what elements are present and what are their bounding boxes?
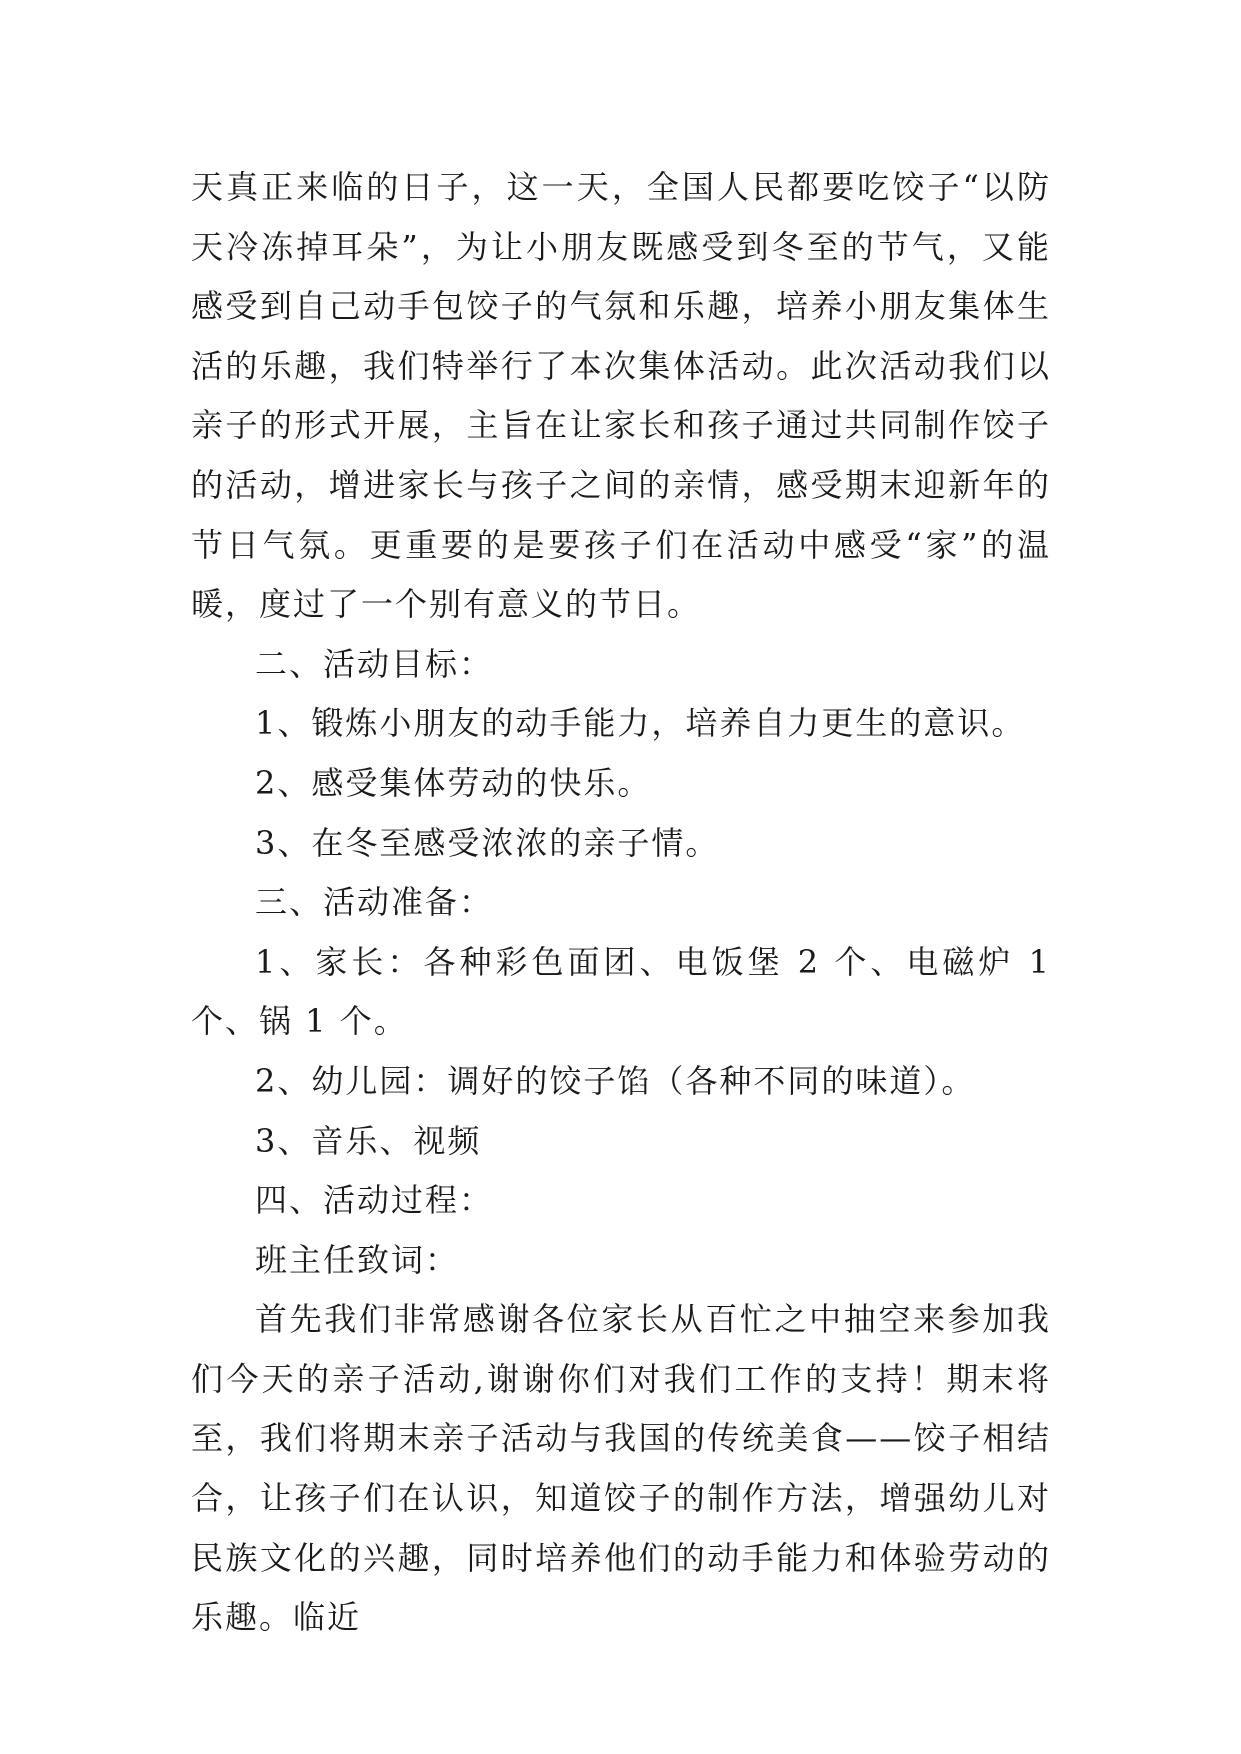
list-item: 2、幼儿园：调好的饺子馅（各种不同的味道）。 [255, 1061, 976, 1100]
paragraph-speech: 首先我们非常感谢各位家长从百忙之中抽空来参加我们今天的亲子活动,谢谢你们对我们工作的支持！期末将至，我们将期末亲子活动与我国的传统美食——饺子相结合，让孩子们在认识，知道饺子的制作方法，增强幼儿对民族文化的兴趣，同时培养他们的动手能力和体验劳动的乐趣。临近 [191, 1300, 1051, 1637]
list-item: 1、锻炼小朋友的动手能力，培养自力更生的意识。 [255, 704, 1026, 743]
list-item: 3、在冬至感受浓浓的亲子情。 [255, 823, 720, 862]
heading-activity-preparation: 三、活动准备： [255, 883, 494, 922]
document-body [191, 158, 1051, 1648]
list-item: 2、感受集体劳动的快乐。 [255, 763, 652, 802]
subheading-teacher-speech: 班主任致词： [255, 1240, 460, 1279]
heading-activity-process: 四、活动过程： [255, 1181, 494, 1220]
list-item: 3、音乐、视频 [255, 1121, 482, 1160]
paragraph-intro: 天真正来临的日子，这一天，全国人民都要吃饺子“以防天冷冻掉耳朵”，为让小朋友既感受到冬至的节气，又能感受到自己动手包饺子的气氛和乐趣，培养小朋友集体生活的乐趣，我们特举行了本次集体活动。此次活动我们以亲子的形式开展，主旨在让家长和孩子通过共同制作饺子的活动，增进家长与孩子之间的亲情，感受期末迎新年的节日气氛。更重要的是要孩子们在活动中感受“家”的温暖，度过了一个别有意义的节日。 [191, 168, 1051, 624]
heading-activity-goals: 二、活动目标： [255, 644, 494, 683]
list-item: 1、家长：各种彩色面团、电饭堡 2 个、电磁炉 1 个、锅 1 个。 [191, 942, 1051, 1041]
